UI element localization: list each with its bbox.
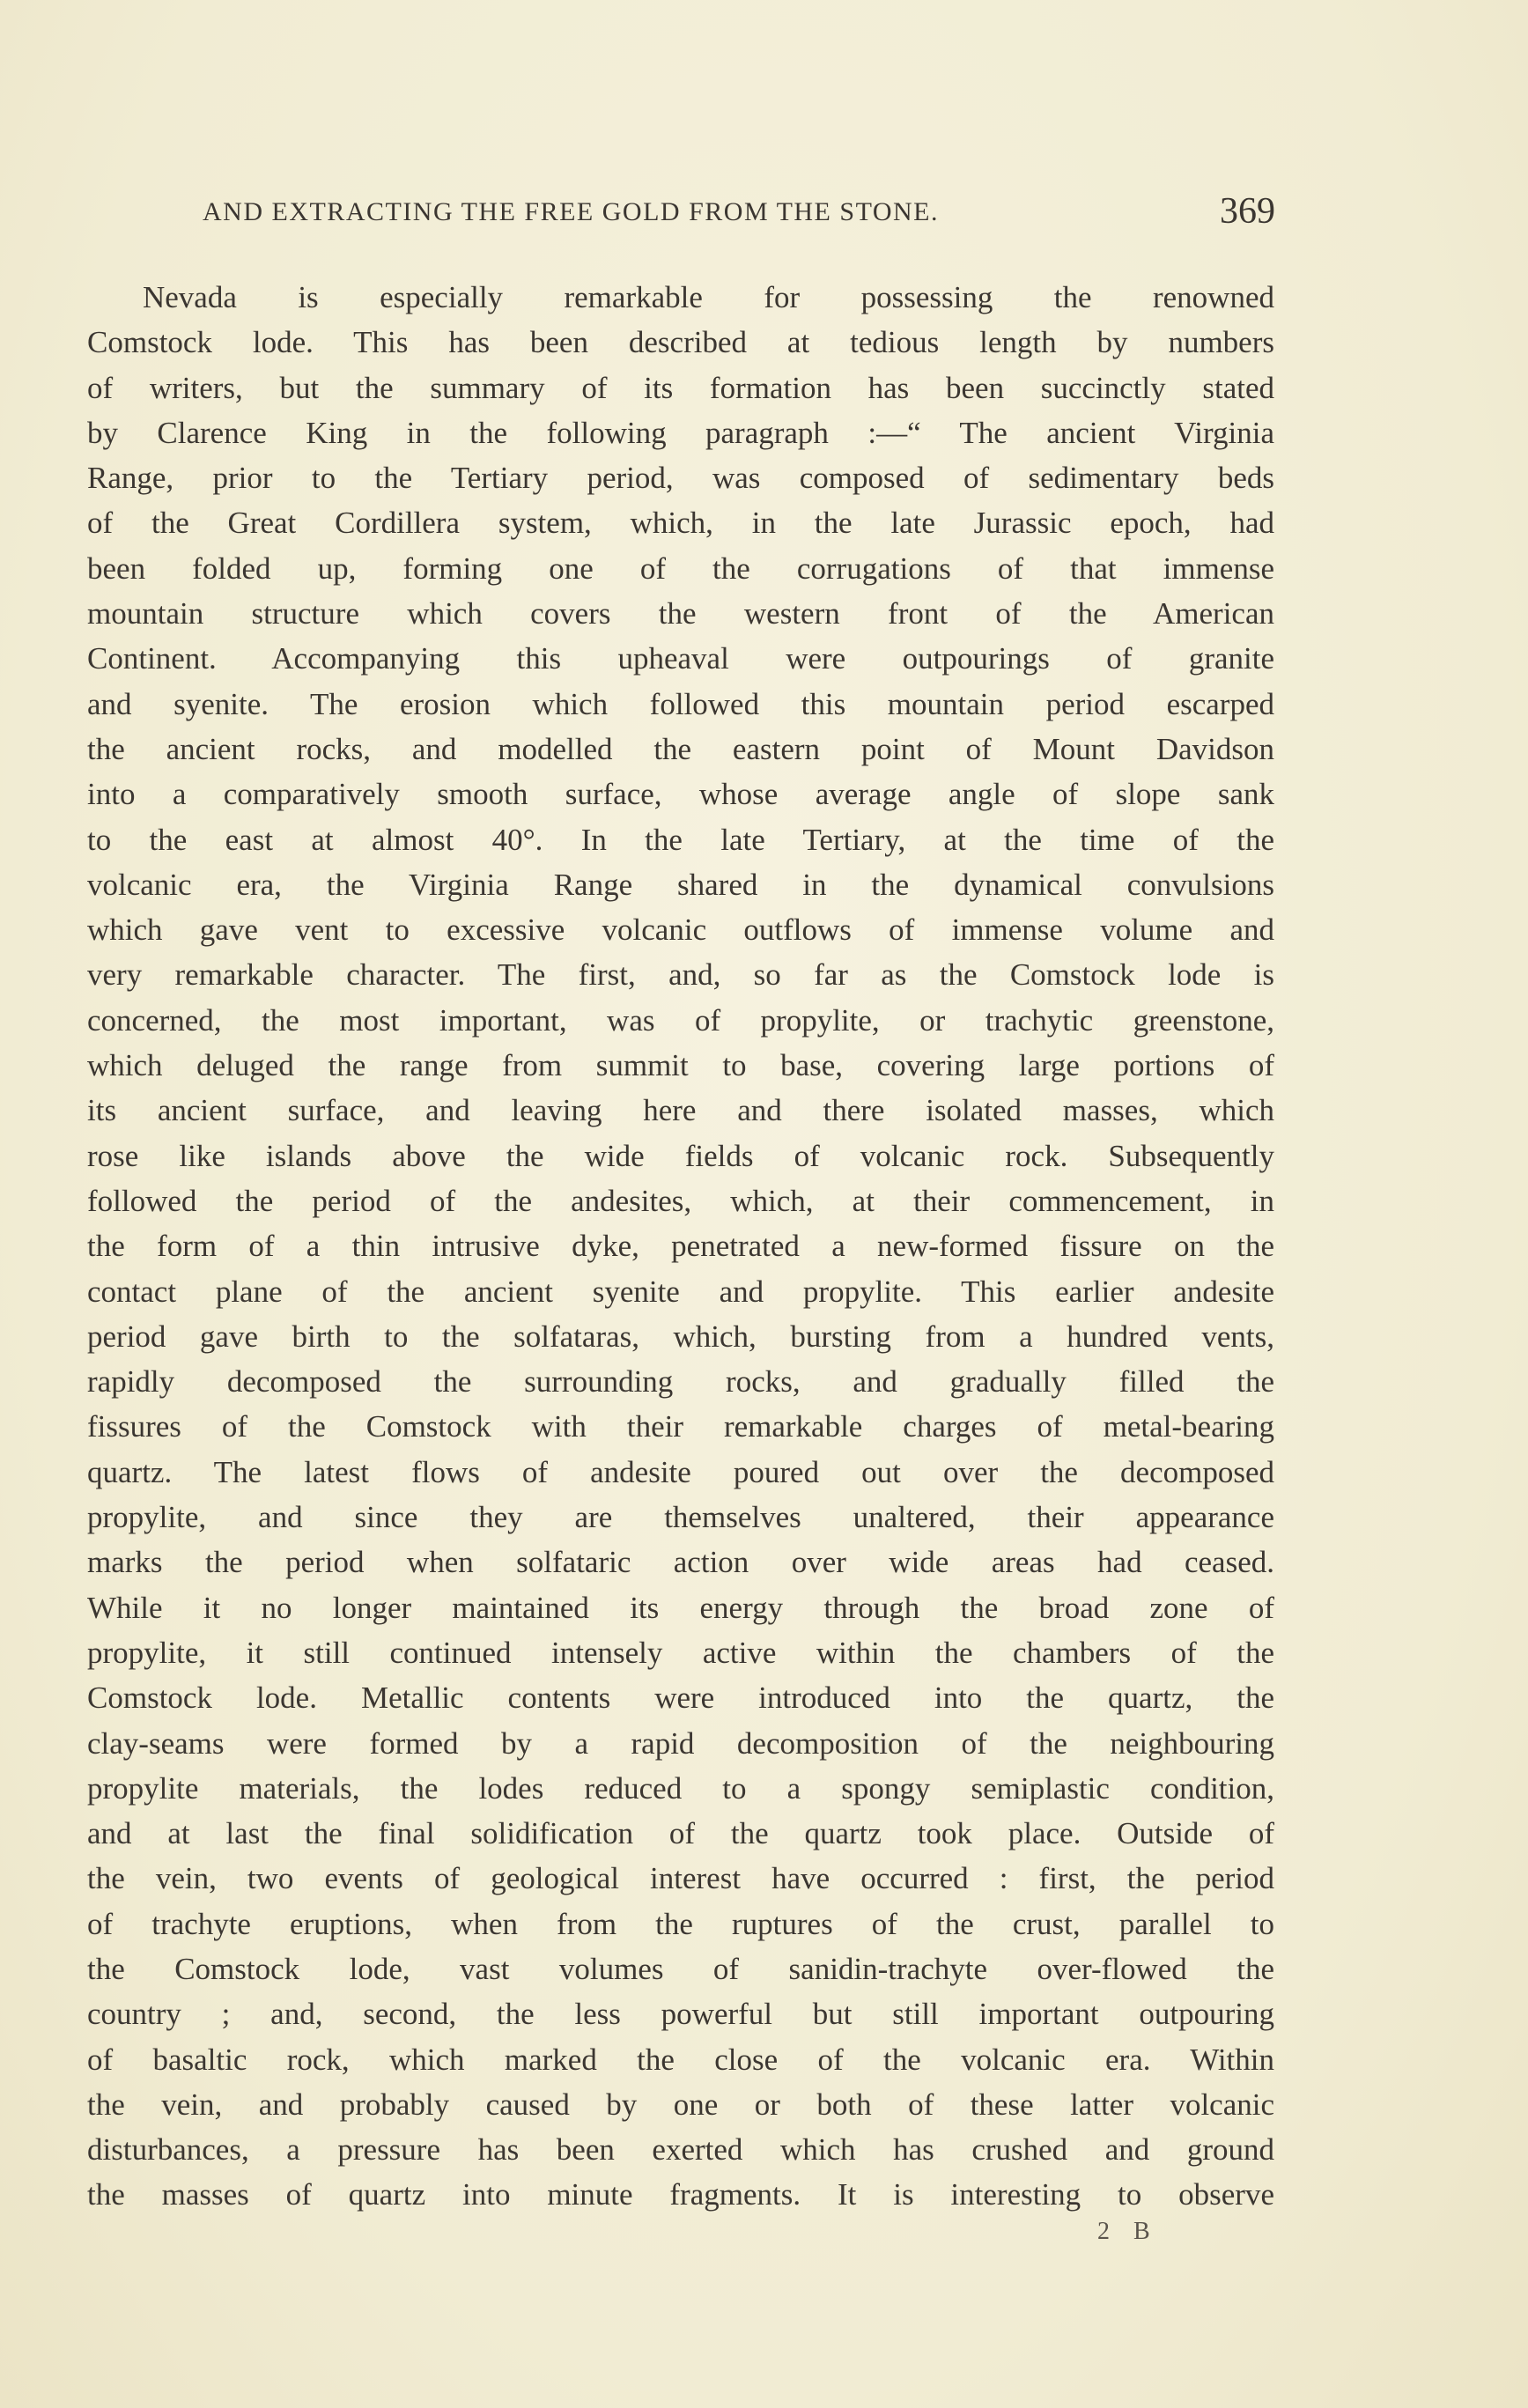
text-line: and syenite. The erosion which followed this mountain period escarped	[87, 686, 1274, 721]
page-number: 369	[1220, 191, 1275, 232]
text-line: of trachyte eruptions, when from the ruptures of the crust, parallel to	[87, 1906, 1274, 1941]
text-line: propylite materials, the lodes reduced to a spongy semiplastic condition,	[87, 1770, 1274, 1806]
text-line: contact plane of the ancient syenite and propylite. This earlier andesite	[87, 1274, 1274, 1309]
text-line: which deluged the range from summit to base, covering large portions of	[87, 1048, 1274, 1083]
text-line: disturbances, a pressure has been exerted which has crushed and ground	[87, 2132, 1274, 2168]
text-line: concerned, the most important, was of propylite, or trachytic greenstone,	[87, 1002, 1274, 1038]
text-line: to the east at almost 40°. In the late Tertiary, at the time of the	[87, 822, 1274, 857]
text-line: Continent. Accompanying this upheaval were outpourings of granite	[87, 641, 1274, 676]
text-line: been folded up, forming one of the corrugations of that immense	[87, 550, 1274, 586]
text-line: clay-seams were formed by a rapid decomposition of the neighbouring	[87, 1725, 1274, 1761]
text-line: marks the period when solfataric action over wide areas had ceased.	[87, 1545, 1274, 1580]
text-line: of basaltic rock, which marked the close of the volcanic era. Within	[87, 2042, 1274, 2077]
text-line: the masses of quartz into minute fragments. It is interesting to observe	[87, 2177, 1274, 2212]
text-line: by Clarence King in the following paragraph :—“ The ancient Virginia	[87, 415, 1274, 450]
text-line: rose like islands above the wide fields of volcanic rock. Subsequently	[87, 1138, 1274, 1173]
running-header	[203, 192, 1275, 236]
signature-mark: 2 B	[1097, 2218, 1159, 2245]
text-line: propylite, and since they are themselves unaltered, their appearance	[87, 1500, 1274, 1535]
text-line: Comstock lode. Metallic contents were introduced into the quartz, the	[87, 1680, 1274, 1716]
text-line: mountain structure which covers the western front of the American	[87, 596, 1274, 632]
text-line: the form of a thin intrusive dyke, penetrated a new-formed fissure on the	[87, 1229, 1274, 1264]
text-line: the vein, and probably caused by one or both of these latter volcanic	[87, 2087, 1274, 2122]
text-line: Nevada is especially remarkable for possessing the renowned	[143, 280, 1274, 314]
text-line: of the Great Cordillera system, which, in the late Jurassic epoch, had	[87, 506, 1274, 541]
text-line: followed the period of the andesites, which, at their commencement, in	[87, 1183, 1274, 1218]
text-line: rapidly decomposed the surrounding rocks, and gradually filled the	[87, 1364, 1274, 1400]
text-line: propylite, it still continued intensely active within the chambers of the	[87, 1635, 1274, 1670]
text-line: fissures of the Comstock with their remarkable charges of metal-bearing	[87, 1409, 1274, 1444]
text-line: period gave birth to the solfataras, which, bursting from a hundred vents,	[87, 1318, 1274, 1354]
text-line: the vein, two events of geological interest have occurred : first, the period	[87, 1861, 1274, 1896]
text-line: Range, prior to the Tertiary period, was composed of sedimentary beds	[87, 461, 1274, 496]
running-title: AND EXTRACTING THE FREE GOLD FROM THE STONE.	[203, 197, 940, 226]
text-line: which gave vent to excessive volcanic outflows of immense volume and	[87, 912, 1274, 948]
text-line: Comstock lode. This has been described at tedious length by numbers	[87, 325, 1274, 360]
text-line: country ; and, second, the less powerful but still important outpouring	[87, 1997, 1274, 2032]
text-line: quartz. The latest flows of andesite poured out over the decomposed	[87, 1454, 1274, 1489]
text-line: into a comparatively smooth surface, whose average angle of slope sank	[87, 777, 1274, 812]
text-line: volcanic era, the Virginia Range shared in the dynamical convulsions	[87, 867, 1274, 902]
text-line: While it no longer maintained its energy through the broad zone of	[87, 1590, 1274, 1625]
text-line: the ancient rocks, and modelled the eastern point of Mount Davidson	[87, 731, 1274, 766]
body-paragraph	[87, 275, 1274, 2218]
text-line: of writers, but the summary of its formation has been succinctly stated	[87, 370, 1274, 405]
text-line: very remarkable character. The first, and, so far as the Comstock lode is	[87, 957, 1274, 993]
text-line: the Comstock lode, vast volumes of sanidin-trachyte over-flowed the	[87, 1951, 1274, 1986]
text-line: its ancient surface, and leaving here and there isolated masses, which	[87, 1093, 1274, 1128]
text-line: and at last the final solidification of the quartz took place. Outside of	[87, 1816, 1274, 1851]
